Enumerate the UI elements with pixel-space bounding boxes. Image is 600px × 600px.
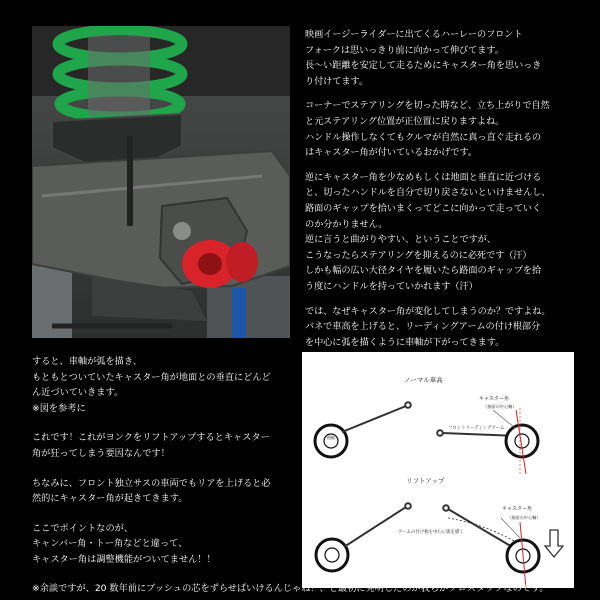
footer-note: ※余談ですが、20 数年前にブッシュの芯をずらせばいけるんじゃね？、と最初に発明したのが我らがプロスタッフなのです。: [32, 583, 549, 594]
text-line: コーナーでステアリングを切った時など、立ち上がりで自然: [305, 100, 550, 112]
text-line: はキャスター角が付いているおかげです。: [305, 147, 477, 159]
text-line: では、なぜキャスター角が変化してしまうのか？ですよね。: [305, 305, 551, 317]
diagram-top-caster-sub: （接面の中心軸）: [483, 404, 517, 409]
text-line: キャンバー角・トー角などと違って、: [32, 538, 188, 550]
diagram-top-caster-label: キャスター角: [479, 396, 510, 402]
text-line: 映画イージーライダーに出てくるハーレーのフロント: [305, 29, 523, 40]
text-line: バネで車高を上げると、リーディングアームの付け根部分: [305, 321, 541, 333]
intro-text-column: [305, 27, 595, 375]
text-line: ん近づいていきます。: [32, 387, 124, 399]
diagram-top-arm-label: フロントリーディングアーム: [448, 426, 505, 431]
diagram-bottom-caster-label: キャスター角: [502, 506, 533, 512]
diagram-normal-title: ノーマル車高: [404, 376, 443, 384]
diagram-bottom-arms: [344, 503, 514, 548]
text-line: り付けてます。: [305, 75, 368, 87]
caster-angle-diagram: [302, 352, 574, 588]
paragraph: [32, 521, 298, 568]
text-line: すると、車軸が弧を描き、: [32, 356, 142, 367]
diagram-top-front-wheel: [506, 425, 538, 457]
paragraph: [305, 27, 595, 89]
text-line: 然的にキャスター角が起きてきます。: [32, 493, 188, 505]
paragraph: [32, 430, 298, 461]
explanation-text-column: [32, 354, 298, 582]
text-line: しかも幅の広い大径タイヤを履いたら路面のギャップを拾: [305, 265, 542, 277]
text-line: ※図を参考に: [32, 402, 86, 414]
text-line: と元ステアリング位置が正位置に戻りますよね。: [305, 115, 505, 127]
text-line: ちなみに、フロント独立サスの車両でもリアを上げると必: [32, 477, 271, 489]
text-line: ハンドル操作しなくてもクルマが自然に真っ直ぐ走れるの: [305, 131, 541, 143]
text-line: を中心に弧を描くように車軸が下がってきます。: [305, 336, 505, 348]
red-bushing-image: [182, 240, 258, 288]
text-line: 逆に言うと曲がりやすい、ということですが、: [305, 234, 496, 246]
diagram-bottom-arc-label: アームの付け根を中心に弧を描く: [398, 530, 464, 535]
diagram-lift-title: リフトアップ: [406, 477, 445, 485]
text-line: 逆にキャスター角を少なめもしくは地面と垂直に近づける: [305, 171, 542, 183]
text-line: もともとついていたキャスター角が地面との垂直にどんど: [32, 371, 271, 383]
paragraph: [32, 354, 298, 416]
text-line: ここでポイントなのが、: [32, 522, 134, 534]
down-arrow-icon: [545, 530, 563, 557]
paragraph: [305, 170, 595, 295]
paragraph: [32, 476, 298, 507]
diagram-bottom-caster-sub: （接面の中心軸）: [507, 515, 541, 520]
text-line: 路面のギャップを拾いまくってどこに向かって走っていく: [305, 202, 542, 214]
diagram-bottom-rear-wheel: [316, 539, 348, 571]
text-line: キャスター角は調整機能がついてません！！: [32, 553, 216, 565]
text-line: 長〜い距離を安定して走るためにキャスター角を思いっき: [305, 60, 542, 72]
text-line: と、切ったハンドルを自分で切り戻さないといけませんし、: [305, 187, 551, 199]
diagram-top-rear-wheel: [315, 425, 347, 457]
text-line: こうなったらステアリングを抑えるのに必死です（汗）: [305, 249, 532, 261]
text-line: う度にハンドルを持っていかれます（汗）: [305, 280, 478, 292]
suspension-photo: [32, 26, 290, 338]
text-line: 角が狂ってしまう要因なんです！: [32, 447, 170, 459]
diagram-top-wheel-label: 後輪: [327, 435, 335, 440]
text-line: のか分かりません。: [305, 218, 388, 230]
paragraph: [305, 98, 595, 160]
text-line: これです！これがヨンクをリフトアップするとキャスター: [32, 432, 270, 444]
text-line: フォークは思いっきり前に向かって伸びてます。: [305, 44, 504, 56]
